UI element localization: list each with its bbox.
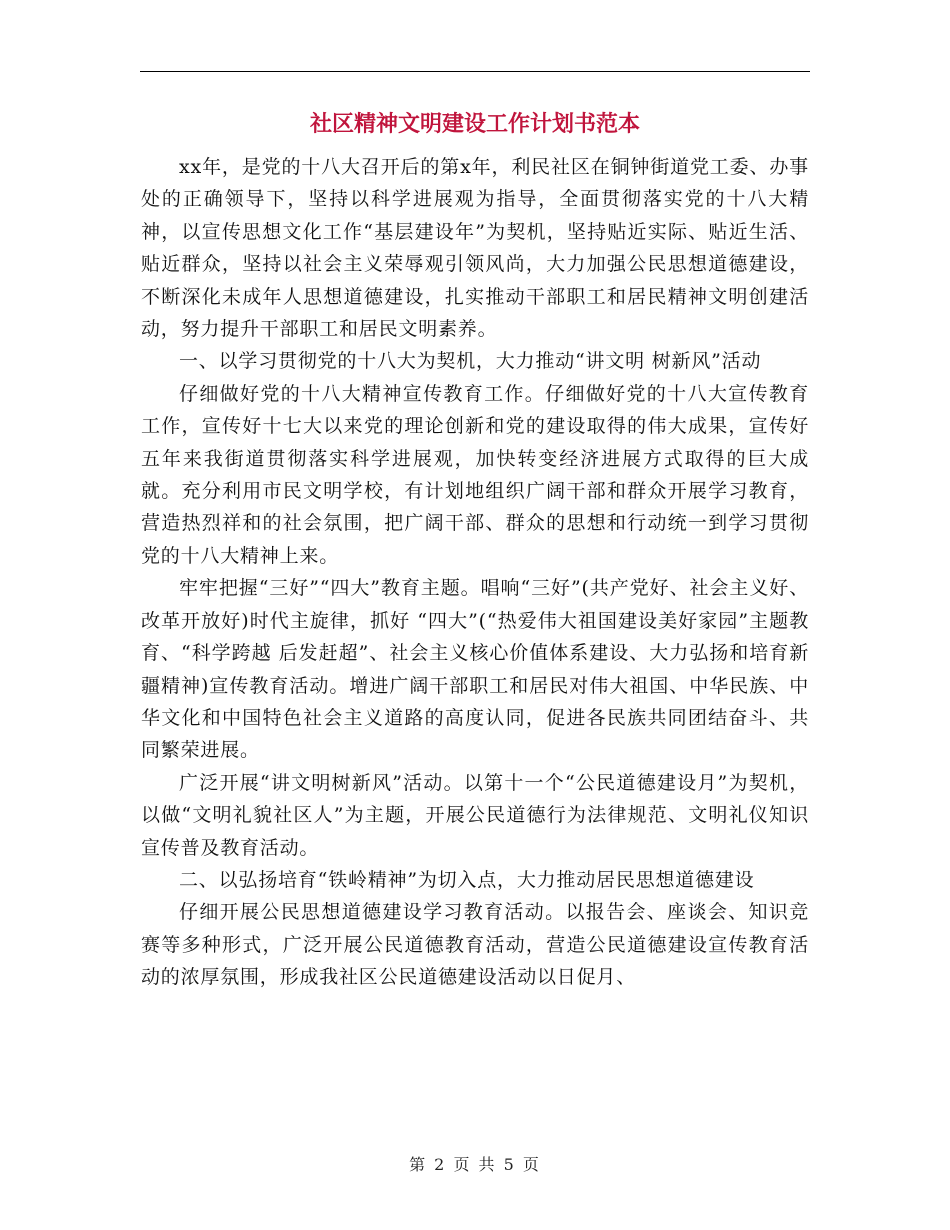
body-paragraph: 仔细开展公民思想道德建设学习教育活动。以报告会、座谈会、知识竞赛等多种形式，广泛开展公民道德教育活动，营造公民道德建设宣传教育活动的浓厚氛围，形成我社区公民道德建设活动以日促月、 [141, 901, 809, 989]
body-paragraph: 仔细做好党的十八大精神宣传教育工作。仔细做好党的十八大宣传教育工作，宣传好十七大以来党的理论创新和党的建设取得的伟大成果，宣传好五年来我街道贯彻落实科学进展观，加快转变经济进展方式取得的巨大成就。充分利用市民文明学校，有计划地组织广阔干部和群众开展学习教育，营造热烈祥和的社会氛围，把广阔干部、群众的思想和行动统一到学习贯彻党的十八大精神上来。 [141, 382, 809, 567]
document-title: 社区精神文明建设工作计划书范本 [309, 111, 640, 137]
document-body [141, 151, 809, 994]
body-paragraph: 广泛开展“讲文明树新风”活动。以第十一个“公民道德建设月”为契机，以做“文明礼貌社区人”为主题，开展公民道德行为法律规范、文明礼仪知识宣传普及教育活动。 [141, 771, 809, 859]
intro-paragraph: xx年，是党的十八大召开后的第x年，利民社区在铜钟街道党工委、办事处的正确领导下，坚持以科学进展观为指导，全面贯彻落实党的十八大精神，以宣传思想文化工作“基层建设年”为契机，坚持贴近实际、贴近生活、贴近群众，坚持以社会主义荣辱观引领风尚，大力加强公民思想道德建设，不断深化未成年人思想道德建设，扎实推动干部职工和居民精神文明创建活动，努力提升干部职工和居民文明素养。 [141, 156, 809, 341]
header-rule [140, 71, 810, 72]
section-heading-1: 一、以学习贯彻党的十八大为契机，大力推动“讲文明 树新风”活动 [179, 350, 762, 373]
page-number-footer: 第 2 页 共 5 页 [409, 1155, 541, 1174]
body-paragraph: 牢牢把握“三好”“四大”教育主题。唱响“三好”(共产党好、社会主义好、改革开放好)时代主旋律，抓好 “四大”(“热爱伟大祖国建设美好家园”主题教育、“科学跨越 后发赶超”、社会主义核心价值体系建设、大力弘扬和培育新疆精神)宣传教育活动。增进广阔干部职工和居民对伟大祖国、中华民族、中华文化和中国特色社会主义道路的高度认同，促进各民族共同团结奋斗、共同繁荣进展。 [141, 577, 809, 762]
section-heading-2: 二、以弘扬培育“铁岭精神”为切入点，大力推动居民思想道德建设 [179, 868, 755, 891]
